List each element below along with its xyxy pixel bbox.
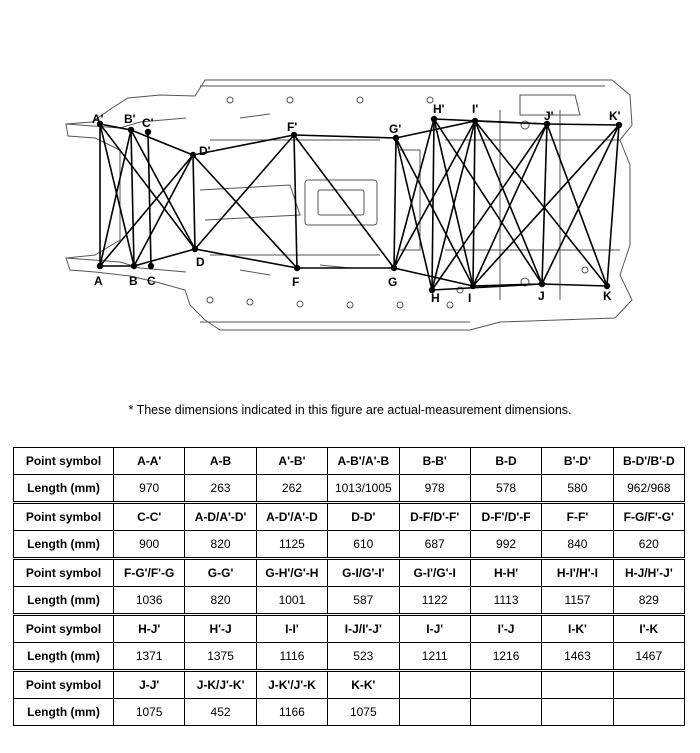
row-label-length: Length (mm): [14, 699, 114, 726]
table-cell: A-B'/A'-B: [328, 448, 399, 475]
table-cell: 1036: [114, 587, 185, 615]
row-label-symbol: Point symbol: [14, 615, 114, 643]
table-cell: G-H'/G'-H: [256, 559, 327, 587]
table-cell: G-I/G'-I': [328, 559, 399, 587]
table-cell: 620: [613, 531, 684, 559]
label-c: C: [147, 274, 156, 288]
measurement-note: * These dimensions indicated in this figure are actual-measurement dimensions.: [128, 403, 572, 417]
table-row-lengths: [14, 531, 685, 559]
table-cell: I'-J: [470, 615, 541, 643]
table-cell: 1113: [470, 587, 541, 615]
measurement-lines: [100, 119, 619, 290]
table-cell: [613, 671, 684, 699]
table-cell: 1467: [613, 643, 684, 671]
table-cell: 1075: [114, 699, 185, 726]
table-cell: 610: [328, 531, 399, 559]
row-label-length: Length (mm): [14, 531, 114, 559]
table-cell: 1116: [256, 643, 327, 671]
table-cell: [542, 699, 613, 726]
table-cell: [613, 699, 684, 726]
table-cell: [399, 671, 470, 699]
label-f: F: [292, 275, 300, 289]
point-c: [148, 263, 154, 269]
table-cell: H-I'/H'-I: [542, 559, 613, 587]
label-k: K: [603, 289, 612, 303]
table-cell: A-D/A'-D': [185, 503, 256, 531]
row-label-length: Length (mm): [14, 643, 114, 671]
table-row-lengths: [14, 475, 685, 503]
table-cell: [470, 671, 541, 699]
table-cell: 820: [185, 587, 256, 615]
table-cell: A-A': [114, 448, 185, 475]
table-cell: 1157: [542, 587, 613, 615]
table-cell: 262: [256, 475, 327, 503]
table-cell: B-B': [399, 448, 470, 475]
table-cell: 1013/1005: [328, 475, 399, 503]
point-a: [97, 263, 103, 269]
row-label-symbol: Point symbol: [14, 671, 114, 699]
row-label-symbol: Point symbol: [14, 503, 114, 531]
table-cell: J-K/J'-K': [185, 671, 256, 699]
table-cell: A-B: [185, 448, 256, 475]
point-i-prime: [472, 118, 478, 124]
table-cell: I-K': [542, 615, 613, 643]
table-row-symbols: [14, 503, 685, 531]
table-cell: B'-D': [542, 448, 613, 475]
table-cell: 900: [114, 531, 185, 559]
table-cell: 992: [470, 531, 541, 559]
label-k-prime: K': [609, 109, 621, 123]
table-cell: I-J/I'-J': [328, 615, 399, 643]
table-cell: 1125: [256, 531, 327, 559]
table-row-lengths: [14, 643, 685, 671]
table-cell: H-J': [114, 615, 185, 643]
table-row-lengths: [14, 699, 685, 726]
table-cell: D-F/D'-F': [399, 503, 470, 531]
table-cell: 1375: [185, 643, 256, 671]
table-cell: 1211: [399, 643, 470, 671]
table-cell: I'-K: [613, 615, 684, 643]
label-d-prime: D': [199, 144, 211, 158]
table-cell: F-F': [542, 503, 613, 531]
dimension-table: [13, 447, 685, 726]
table-cell: J-K'/J'-K: [256, 671, 327, 699]
table-cell: 829: [613, 587, 684, 615]
point-d-prime: [190, 152, 196, 158]
point-h-prime: [431, 116, 437, 122]
point-f: [294, 265, 300, 271]
table-cell: [470, 699, 541, 726]
label-f-prime: F': [287, 120, 298, 134]
table-cell: 1166: [256, 699, 327, 726]
table-cell: 978: [399, 475, 470, 503]
table-row-lengths: [14, 587, 685, 615]
row-label-symbol: Point symbol: [14, 448, 114, 475]
table-cell: H'-J: [185, 615, 256, 643]
label-a: A: [94, 274, 103, 288]
table-row-symbols: [14, 448, 685, 475]
table-cell: A'-B': [256, 448, 327, 475]
point-g: [391, 265, 397, 271]
row-label-length: Length (mm): [14, 475, 114, 503]
table-cell: G-I'/G'-I: [399, 559, 470, 587]
label-b: B: [129, 274, 138, 288]
label-j-prime: J': [544, 109, 554, 123]
table-cell: B-D'/B'-D: [613, 448, 684, 475]
table-cell: 1075: [328, 699, 399, 726]
table-cell: I-J': [399, 615, 470, 643]
label-h: H: [431, 291, 440, 305]
table-cell: A-D'/A'-D: [256, 503, 327, 531]
label-a-prime: A': [92, 112, 104, 126]
measurement-points: [97, 116, 622, 293]
row-label-symbol: Point symbol: [14, 559, 114, 587]
table-cell: H-J/H'-J': [613, 559, 684, 587]
table-cell: 452: [185, 699, 256, 726]
table-cell: G-G': [185, 559, 256, 587]
table-row-symbols: [14, 559, 685, 587]
table-cell: 1216: [470, 643, 541, 671]
table-cell: D-D': [328, 503, 399, 531]
table-cell: 523: [328, 643, 399, 671]
table-cell: 1122: [399, 587, 470, 615]
table-cell: [542, 671, 613, 699]
point-j: [539, 281, 545, 287]
table-cell: 840: [542, 531, 613, 559]
table-cell: 1371: [114, 643, 185, 671]
table-row-symbols: [14, 671, 685, 699]
table-cell: 970: [114, 475, 185, 503]
label-h-prime: H': [433, 102, 445, 116]
table-cell: 962/968: [613, 475, 684, 503]
table-cell: K-K': [328, 671, 399, 699]
label-b-prime: B': [124, 112, 136, 126]
label-d: D: [196, 255, 205, 269]
table-cell: 578: [470, 475, 541, 503]
table-cell: D-F'/D'-F: [470, 503, 541, 531]
table-row-symbols: [14, 615, 685, 643]
table-cell: F-G/F'-G': [613, 503, 684, 531]
point-b-prime: [128, 127, 134, 133]
table-cell: [399, 699, 470, 726]
table-cell: 687: [399, 531, 470, 559]
table-cell: B-D: [470, 448, 541, 475]
table-cell: C-C': [114, 503, 185, 531]
table-cell: 820: [185, 531, 256, 559]
label-g: G: [388, 275, 398, 289]
label-g-prime: G': [389, 122, 402, 136]
label-i-prime: I': [472, 102, 479, 116]
table-cell: 1463: [542, 643, 613, 671]
label-c-prime: C': [142, 116, 154, 130]
label-j: J: [538, 289, 545, 303]
table-cell: H-H': [470, 559, 541, 587]
point-i: [470, 283, 476, 289]
table-cell: 580: [542, 475, 613, 503]
table-cell: F-G'/F'-G: [114, 559, 185, 587]
table-cell: J-J': [114, 671, 185, 699]
table-cell: 587: [328, 587, 399, 615]
table-cell: I-I': [256, 615, 327, 643]
label-i: I: [468, 291, 472, 305]
point-b: [131, 263, 137, 269]
row-label-length: Length (mm): [14, 587, 114, 615]
table-cell: 263: [185, 475, 256, 503]
table-cell: 1001: [256, 587, 327, 615]
point-d: [192, 246, 198, 252]
